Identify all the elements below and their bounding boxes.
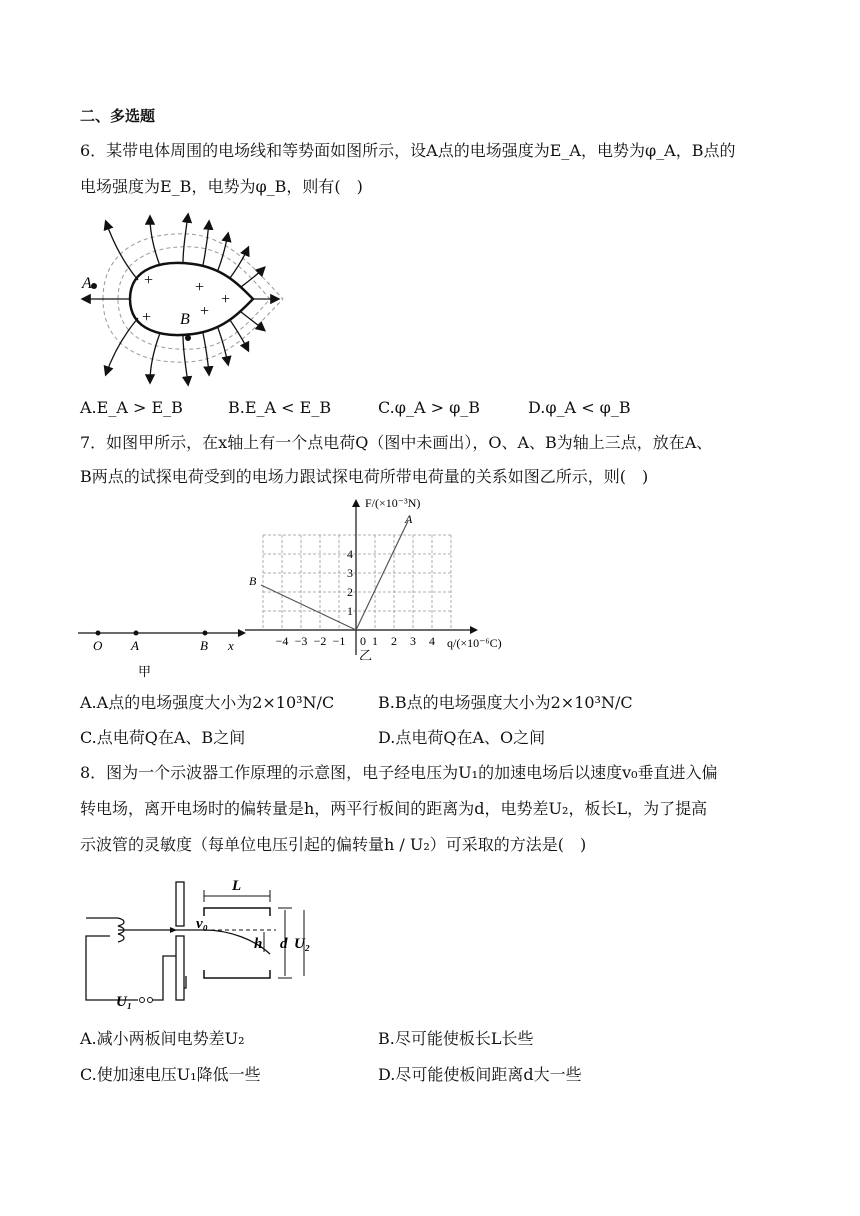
q7-option-b[interactable]: B.B点的电场强度大小为2×10³N/C: [378, 693, 633, 712]
q6-plus-4: +: [142, 309, 152, 326]
q7-yi-xtick: 4: [429, 634, 435, 648]
q7-yi-caption: 乙: [359, 648, 373, 660]
q6-option-d[interactable]: D.φ_A < φ_B: [528, 398, 631, 417]
q6-option-a[interactable]: A.E_A > E_B: [80, 398, 183, 417]
q7-yi-xlabel: q/(×10⁻⁶C): [447, 636, 502, 650]
q6-option-c[interactable]: C.φ_A > φ_B: [378, 398, 481, 417]
q7-figure-yi: [245, 495, 525, 660]
q7-yi-xtick: 0: [360, 634, 366, 648]
q6-option-b[interactable]: B.E_A < E_B: [228, 398, 332, 417]
q8-label-u1: U₁: [116, 994, 133, 1010]
q7-option-c[interactable]: C.点电荷Q在A、B之间: [80, 728, 246, 747]
q7-jia-b: B: [200, 638, 208, 653]
q6-plus-3: +: [221, 291, 231, 308]
q7-yi-ytick: 3: [347, 566, 353, 580]
q7-option-d[interactable]: D.点电荷Q在A、O之间: [378, 728, 546, 747]
q7-yi-line-b: B: [249, 574, 257, 588]
q8-label-h: h: [254, 936, 263, 952]
q8-label-v0: v₀: [196, 916, 208, 932]
q6-label-a: A: [82, 275, 92, 292]
q7-stem-line1: 7．如图甲所示，在x轴上有一个点电荷Q（图中未画出），O、A、B为轴上三点，放在A、: [80, 433, 713, 452]
q6-plus-2: +: [195, 279, 205, 296]
q7-yi-ytick: 4: [347, 547, 353, 561]
q7-yi-xtick: −1: [332, 634, 346, 648]
q7-option-a[interactable]: A.A点的电场强度大小为2×10³N/C: [80, 693, 335, 712]
q7-yi-ytick: 1: [347, 604, 353, 618]
q6-stem-line1: 6．某带电体周围的电场线和等势面如图所示，设A点的电场强度为E_A，电势为φ_A，B点的: [80, 141, 736, 160]
q6-field-figure: [78, 212, 288, 387]
q8-label-u2: U₂: [294, 936, 311, 952]
q7-stem-line2: B两点的试探电荷受到的电场力跟试探电荷所带电荷量的关系如图乙所示，则( ): [80, 467, 649, 486]
q7-yi-xtick: −4: [275, 634, 289, 648]
q6-plus-5: +: [200, 303, 210, 320]
q8-stem-line2: 转电场，离开电场时的偏转量是h，两平行板间的距离为d，电势差U₂，板长L，为了提高: [80, 799, 708, 818]
q6-label-b: B: [180, 311, 190, 328]
q7-yi-xtick: 1: [372, 634, 378, 648]
q7-yi-line-a: A: [405, 512, 413, 526]
q7-yi-xtick: 3: [410, 634, 416, 648]
q7-jia-a: A: [131, 638, 139, 653]
q7-jia-o: O: [93, 638, 103, 653]
q6-stem-line2: 电场强度为E_B，电势为φ_B，则有( ): [80, 177, 363, 196]
q7-yi-ylabel: F/(×10⁻³N): [365, 496, 421, 510]
q6-plus-1: +: [144, 272, 154, 289]
q8-option-c[interactable]: C.使加速电压U₁降低一些: [80, 1065, 261, 1084]
q8-label-l: L: [232, 878, 242, 894]
q8-oscilloscope-figure: [80, 872, 320, 1010]
q7-figure-jia: [78, 618, 248, 678]
q8-stem-line3: 示波管的灵敏度（每单位电压引起的偏转量h / U₂）可采取的方法是( ): [80, 835, 587, 854]
q8-stem-line1: 8．图为一个示波器工作原理的示意图，电子经电压为U₁的加速电场后以速度v₀垂直进入偏: [80, 763, 718, 782]
q7-yi-xtick: −3: [294, 634, 308, 648]
q8-option-d[interactable]: D.尽可能使板间距离d大一些: [378, 1065, 582, 1084]
q7-yi-xtick: 2: [391, 634, 397, 648]
q8-label-d: d: [280, 936, 288, 952]
section-title: 二、多选题: [80, 107, 156, 125]
q8-option-a[interactable]: A.减小两板间电势差U₂: [80, 1029, 245, 1048]
q7-yi-ytick: 2: [347, 585, 353, 599]
q8-option-b[interactable]: B.尽可能使板长L长些: [378, 1029, 534, 1048]
q7-jia-caption: 甲: [138, 664, 152, 678]
q7-yi-xtick: −2: [313, 634, 327, 648]
q7-jia-x: x: [228, 638, 234, 653]
